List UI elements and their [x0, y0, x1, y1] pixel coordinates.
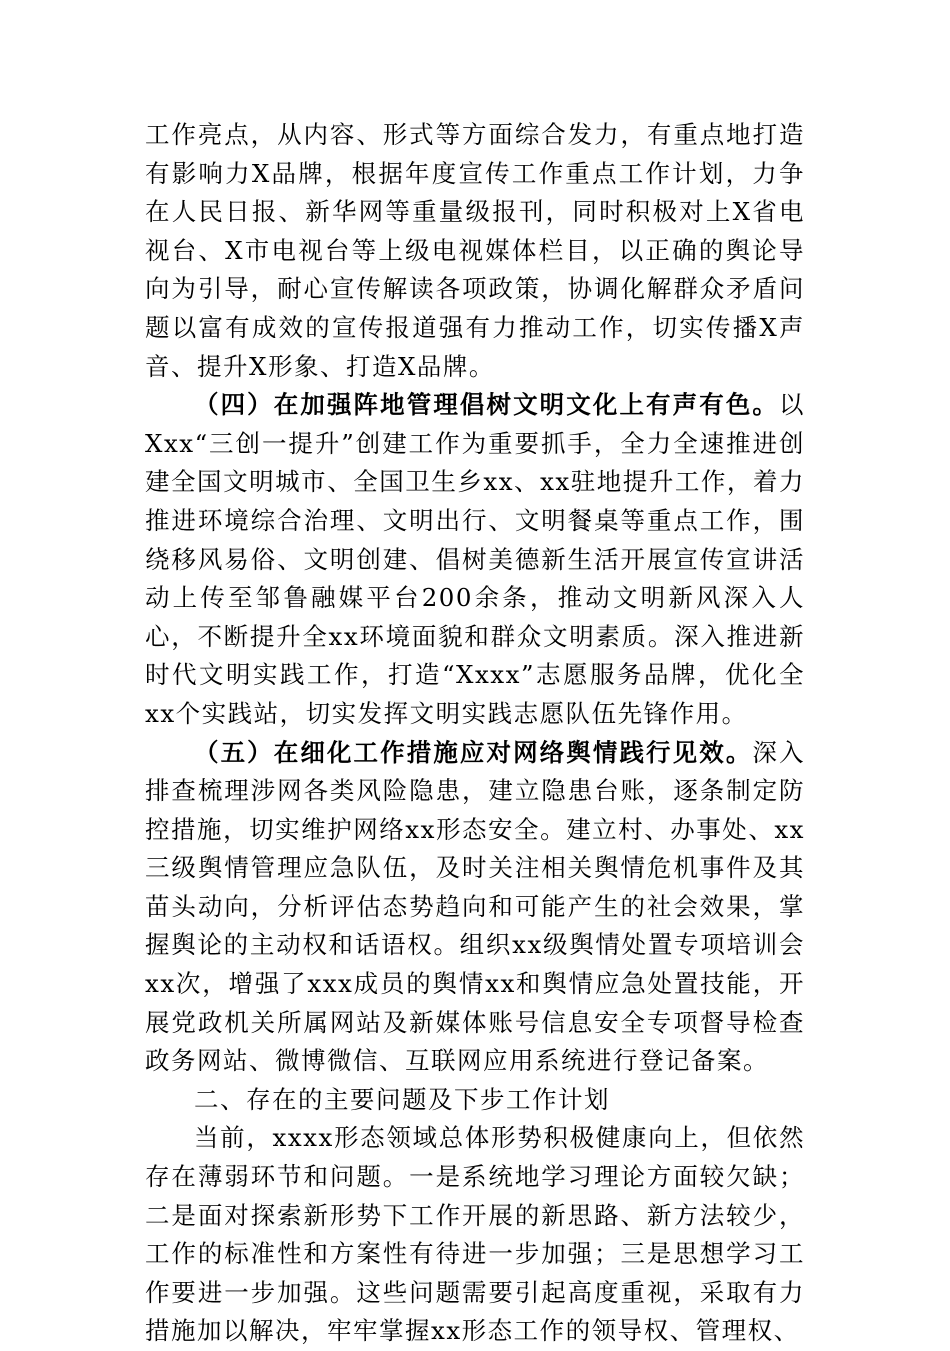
paragraph-network-opinion — [145, 734, 805, 1081]
paragraph-text: 深入排查梳理涉网各类风险隐患，建立隐患台账，逐条制定防控措施，切实维护网络xx形态安全。建立村、办事处、xx三级舆情管理应急队伍，及时关注相关舆情危机事件及其苗头动向，分析评估态势趋向和可能产生的社会效果，掌握舆论的主动权和话语权。组织xx级舆情处置专项培训会xx次，增强了xxx成员的舆情xx和舆情应急处置技能，开展党政机关所属网站及新媒体账号信息安全专项督导检查政务网站、微博微信、互联网应用系统进行登记备案。 — [145, 737, 806, 1076]
paragraph-text: 工作亮点，从内容、形式等方面综合发力，有重点地打造有影响力X品牌，根据年度宣传工作重点工作计划，力争在人民日报、新华网等重量级报刊，同时积极对上X省电视台、X市电视台等上级电视媒体栏目，以正确的舆论导向为引导，耐心宣传解读各项政策，协调化解群众矛盾问题以富有成效的宣传报道强有力推动工作，切实传播X声音、提升X形象、打造X品牌。 — [145, 120, 805, 381]
paragraph-publicity-work — [145, 116, 805, 386]
paragraph-heading: （五）在细化工作措施应对网络舆情践行见效。 — [194, 737, 753, 767]
paragraph-text: 当前，xxxx形态领域总体形势积极健康向上，但依然存在薄弱环节和问题。一是系统地学习理论方面较欠缺；二是面对探索新形势下工作开展的新思路、新方法较少，工作的标准性和方案性有待进一步加强；三是思想学习工作要进一步加强。这些问题需要引起高度重视，采取有力措施加以解决，牢牢掌握xx形态工作的领导权、管理权、 — [145, 1123, 805, 1346]
paragraph-problems — [145, 1119, 805, 1351]
paragraph-civilization-culture — [145, 386, 805, 733]
paragraph-text: 以Xxx“三创一提升”创建工作为重要抓手，全力全速推进创建全国文明城市、全国卫生乡xx、xx驻地提升工作，着力推进环境综合治理、文明出行、文明餐桌等重点工作，围绕移风易俗、文明创建、倡树美德新生活开展宣传宣讲活动上传至邹鲁融媒平台200余条，推动文明新风深入人心，不断提升全xx环境面貌和群众文明素质。深入推进新时代文明实践工作，打造“Xxxx”志愿服务品牌，优化全xx个实践站，切实发挥文明实践志愿队伍先锋作用。 — [145, 390, 805, 728]
document-body — [145, 116, 805, 1351]
paragraph-heading: （四）在加强阵地管理倡树文明文化上有声有色。 — [194, 390, 779, 420]
section-title: 二、存在的主要问题及下步工作计划 — [194, 1084, 610, 1114]
